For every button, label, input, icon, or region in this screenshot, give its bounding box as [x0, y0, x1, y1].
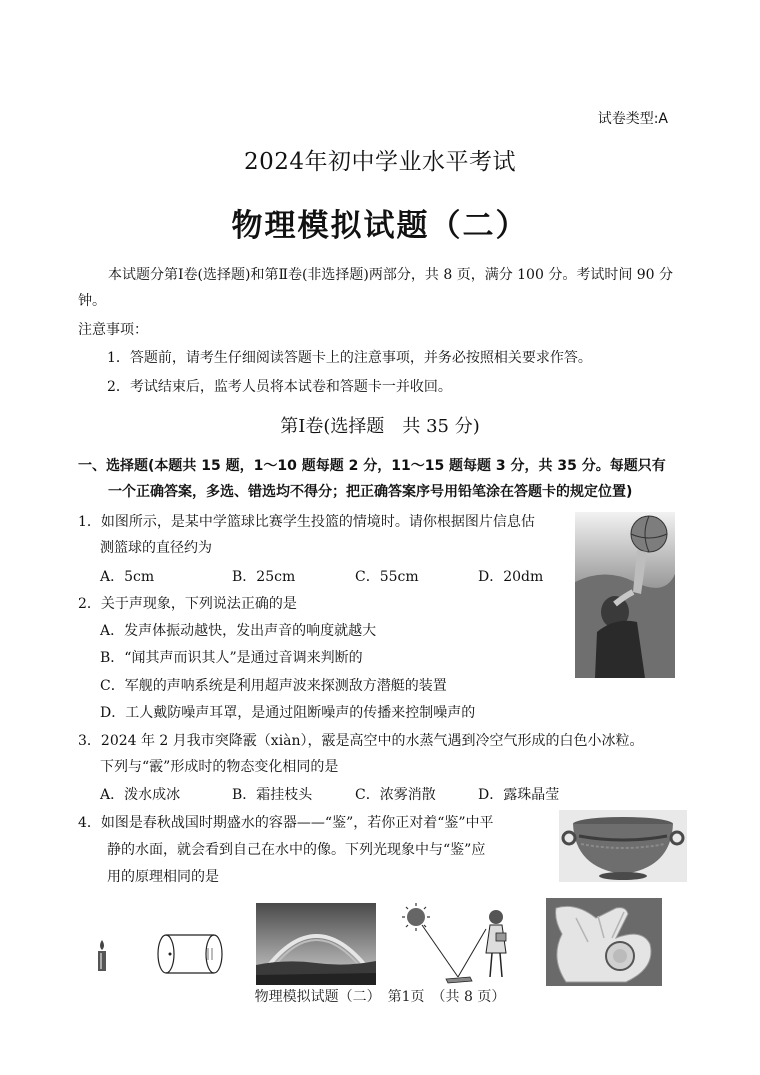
- page-footer: 物理模拟试题（二） 第1页 （共 8 页）: [254, 989, 506, 1005]
- question-1-option-a: A．5cm: [100, 569, 155, 585]
- question-2-text: 2．关于声现象，下列说法正确的是: [78, 596, 297, 612]
- question-3-text: 下列与“霰”形成时的物态变化相同的是: [100, 759, 339, 775]
- paper-title: 物理模拟试题（二）: [231, 208, 529, 244]
- part-heading-line: 一、选择题(本题共 15 题，1～10 题每题 2 分，11～15 题每题 3 分，共 35 分。每题只有: [78, 458, 666, 474]
- intro-paragraph: 本试题分第Ⅰ卷(选择题)和第Ⅱ卷(非选择题)两部分，共 8 页，满分 100 分。考试时间 90 分钟。: [78, 267, 674, 309]
- question-2-option-b: B．“闻其声而识其人”是通过音调来判断的: [100, 650, 363, 666]
- question-3-option-a: A．泼水成冰: [100, 787, 181, 803]
- question-1-text: 测篮球的直径约为: [100, 540, 212, 556]
- question-2-option-d: D．工人戴防噪声耳罩，是通过阻断噪声的传播来控制噪声的: [100, 705, 476, 721]
- question-1-option-d: D．20dm: [478, 569, 544, 585]
- rainbow-photo: [256, 903, 376, 985]
- exam-title: 2024年初中学业水平考试: [243, 149, 517, 175]
- question-1-option-b: B．25cm: [232, 569, 296, 585]
- candle-icon: [94, 938, 110, 972]
- question-1-option-c: C．55cm: [355, 569, 419, 585]
- question-2-option-a: A．发声体振动越快，发出声音的响度就越大: [100, 623, 377, 639]
- question-1-text: 1．如图所示，是某中学篮球比赛学生投篮的情境时。请你根据图片信息估: [78, 514, 535, 530]
- bronze-vessel-image: [559, 810, 687, 882]
- section-title: 第Ⅰ卷(选择题 共 35 分): [280, 416, 480, 437]
- question-3-option-b: B．霜挂枝头: [232, 787, 313, 803]
- question-3-text: 3．2024 年 2 月我市突降霰（xiàn），霰是高空中的水蒸气遇到冷空气形成的白色小冰粒。: [78, 733, 644, 749]
- question-4-text: 4．如图是春秋战国时期盛水的容器——“鉴”，若你正对着“鉴”中平: [78, 815, 494, 831]
- basketball-player-image: [575, 512, 675, 678]
- part-heading: [78, 453, 678, 505]
- notice-item: 2．考试结束后，监考人员将本试卷和答题卡一并收回。: [107, 379, 452, 395]
- sun-mirror-diagram: [400, 903, 518, 985]
- question-3-option-d: D．露珠晶莹: [478, 787, 560, 803]
- notice-item: 1．答题前，请考生仔细阅读答题卡上的注意事项，并务必按照相关要求作答。: [107, 350, 592, 366]
- question-4-text: 静的水面，就会看到自己在水中的像。下列光现象中与“鉴”应: [107, 842, 486, 858]
- cylinder-lens-icon: [156, 932, 226, 976]
- paper-type-label: 试卷类型:A: [597, 111, 668, 127]
- question-3-option-c: C．浓雾消散: [355, 787, 436, 803]
- question-2-option-c: C．军舰的声呐系统是利用超声波来探测敌方潜艇的装置: [100, 678, 447, 694]
- notice-heading: 注意事项：: [78, 322, 148, 338]
- magnifier-hand-photo: [546, 898, 662, 986]
- part-heading-line: 一个正确答案，多选、错选均不得分；把正确答案序号用铅笔涂在答题卡的规定位置): [108, 484, 633, 500]
- question-4-text: 用的原理相同的是: [107, 869, 219, 885]
